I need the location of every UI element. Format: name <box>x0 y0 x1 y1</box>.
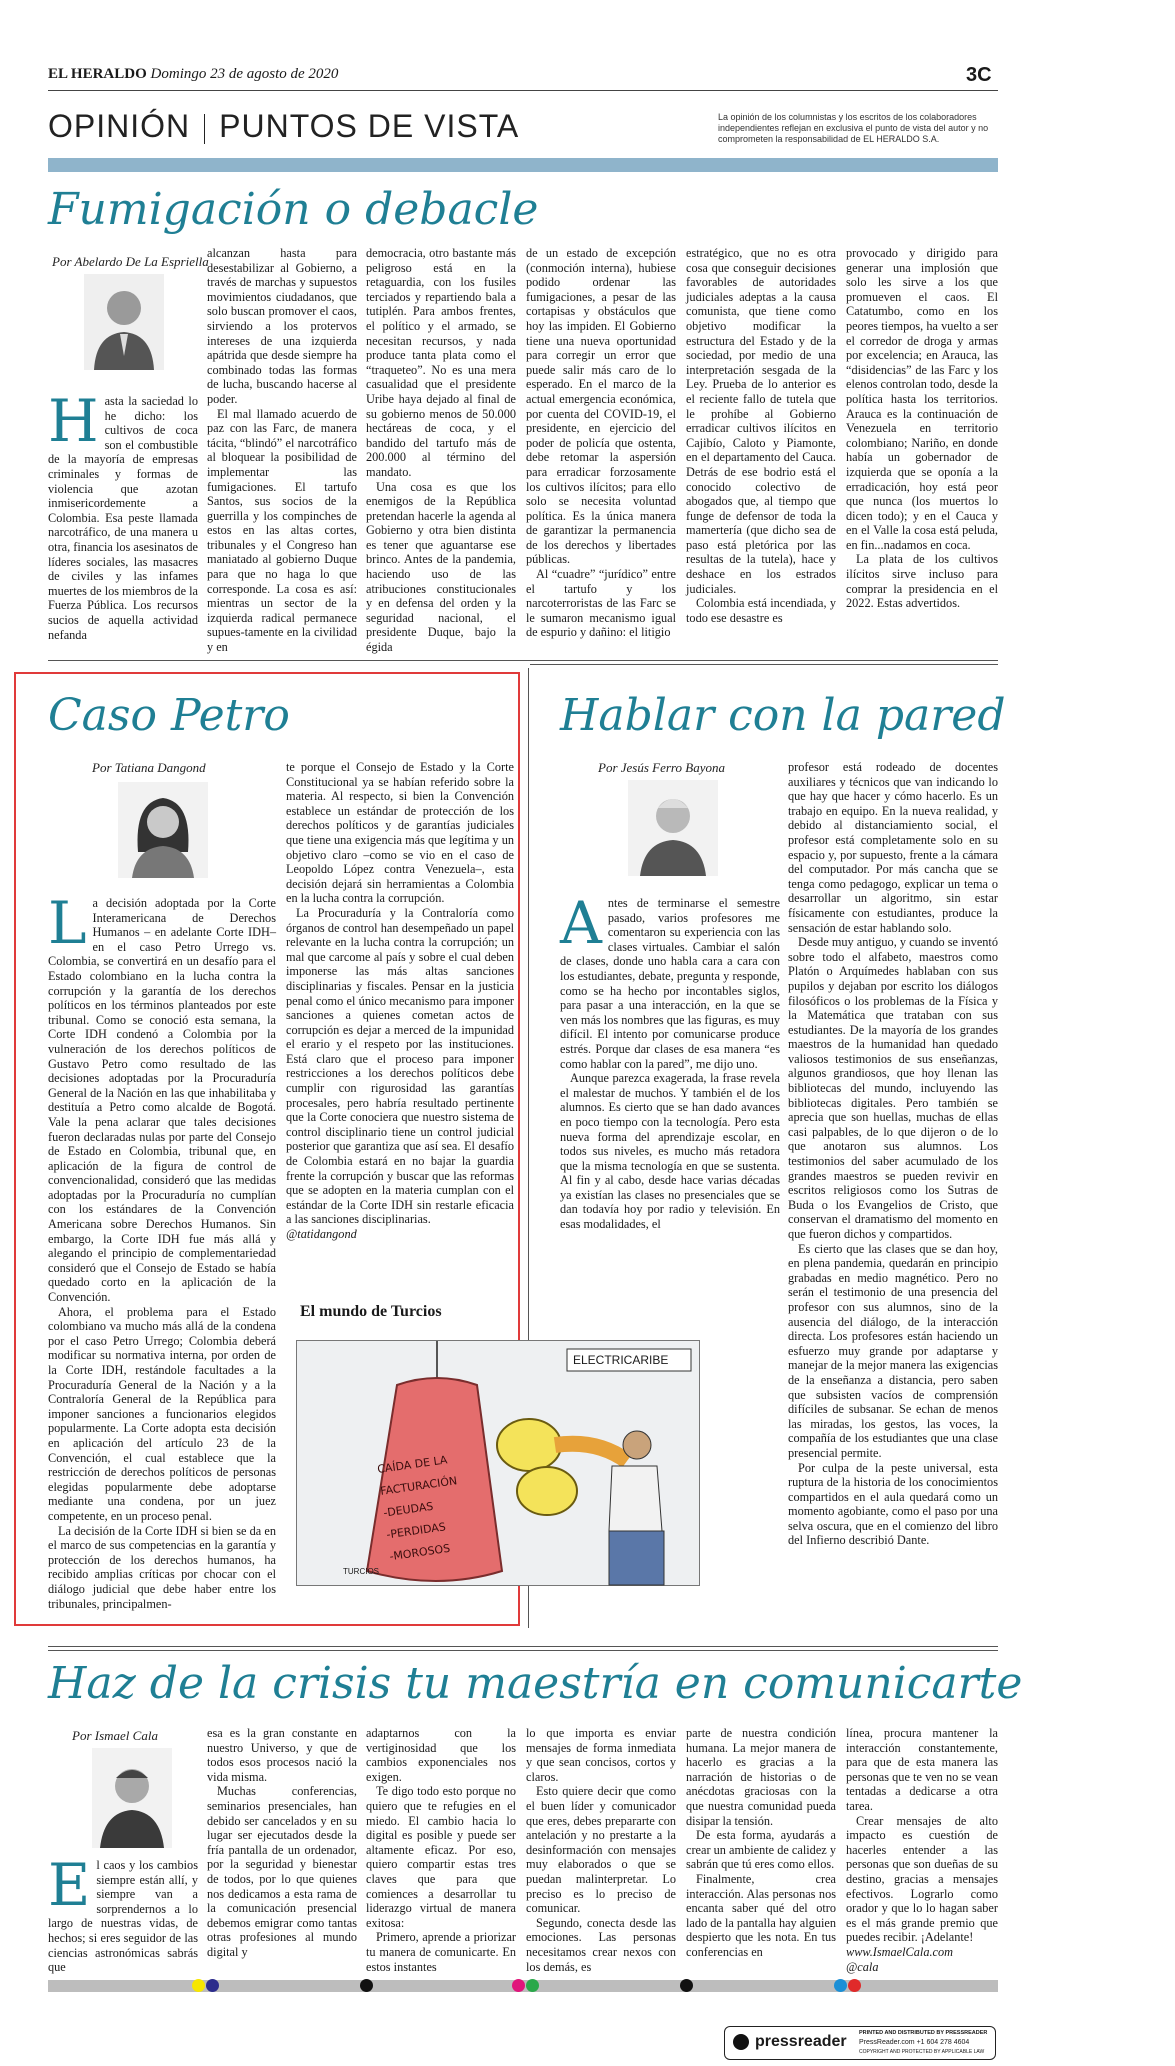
author-photo <box>628 780 718 876</box>
section-divider <box>204 114 205 144</box>
bag-line: FACTURACIÓN <box>379 1474 459 1498</box>
paragraph: línea, procura mantener la interacción constantemente, para que de esta manera las personas que te ven no se vean tentadas a dedicarse a otra tarea. <box>846 1726 998 1813</box>
paragraph: Aunque parezca exagerada, la frase revela el malestar de muchos. Y también el de los alumnos. Es cierto que se han dado avances en poco tiempo con la tecnología. Pero esta nueva forma del aprendizaje escolar, en todos sus niveles, es mucho más retadora que la misma tecnología en que se sustenta. Al fin y al cabo, desde hace varias décadas ya existían las clases no presenciales que se dan todavía hoy por radio y televisión. En esas modalidades, el <box>560 1071 780 1232</box>
article-column <box>366 1726 516 1976</box>
cartoonist-signature: TURCIOS <box>343 1567 379 1576</box>
paragraph: parte de nuestra condición humana. La mejor manera de hacerlo es gracias a la narración de historias o de anécdotas graciosas con la que nuestra comunidad pueda disipar la tensión. <box>686 1726 836 1828</box>
article-title: Haz de la crisis tu maestría en comunicarte <box>48 1658 1023 1709</box>
bag-line: -MOROSOS <box>388 1541 451 1564</box>
bag-line: -PERDIDAS <box>385 1520 447 1542</box>
paragraph: de un estado de excepción (conmoción interna), hubiese podido ordenar las fumigaciones, a pesar de las cortapisas y obstáculos que hoy las impiden. El Gobierno tiene una nueva oportunidad para corregir un error que puede salir más caro de lo esperado. En el marco de la actual emergencia económica, por cuenta del COVID-19, el presidente, en ejercicio del poder de policía que ostenta, debe retomar la aspersión para erradicar forzosamente los cultivos ilícitos; para ello solo se necesita voluntad política. Es la única manera de garantizar la permanencia de los derechos y libertades públicas. <box>526 246 676 567</box>
bag-line: -DEUDAS <box>382 1499 435 1520</box>
paragraph: provocado y dirigido para generar una implosión que solo les sirve a los que promueven el caos. El Catatumbo, como en los peores tiempos, ha vuelto a ser el corredor de droga y armas por excelencia; en Arauca, las “disidencias” de las Farc y los elenos controlan todo, desde la política hasta los territorios. Arauca es la continuación de Venezuela en territorio colombiano; Nariño, en donde había un gobernador de izquierda que se oponía a la erradicación, hoy está peor que nunca (los muertos lo dicen todo); y en el Cauca y en el Valle la cosa está peluda, en fin...nadamos en coca. <box>846 246 998 552</box>
masthead <box>48 66 338 83</box>
article-column <box>48 1851 198 1976</box>
pressreader-logo-icon <box>733 2034 749 2050</box>
article-column <box>207 1726 357 1976</box>
registration-dot <box>848 1979 861 1992</box>
section-subtitle: PUNTOS DE VISTA <box>219 108 520 144</box>
article-title: Caso Petro <box>48 690 290 741</box>
paragraph: Te digo todo esto porque no quiero que te refugies en el miedo. El cambio hacia lo digital es posible y puede ser altamente eficaz. Por eso, quiero compartir estas tres claves que para que comiences a desarrollar tu liderazgo virtual de manera exitosa: <box>366 1784 516 1930</box>
article-column <box>366 246 516 655</box>
pressreader-line: PRINTED AND DISTRIBUTED BY PRESSREADER <box>859 2030 988 2036</box>
pressreader-logo: pressreader <box>755 2033 847 2050</box>
author-photo <box>92 1748 172 1848</box>
page-number: 3C <box>966 64 992 86</box>
paragraph: adaptarnos con la vertiginosidad que los cambios exponenciales nos exigen. <box>366 1726 516 1784</box>
paragraph: Esto quiere decir que como el buen líder y comunicador que eres, debes prepararte con antelación y no prestarte a la desinformación con mensajes muy elaborados o que se puedan malinterpretar. Lo preciso es lo preciso de comunicar. <box>526 1784 676 1916</box>
registration-dot <box>360 1979 373 1992</box>
editorial-disclaimer: La opinión de los columnistas y los escritos de los colaboradores independientes reflejan en exclusiva el punto de vista del autor y no comprometen la responsabilidad de EL HERALDO S.A. <box>718 112 989 144</box>
article-column <box>560 889 780 1276</box>
cartoon-bag-text <box>376 1444 500 1568</box>
paragraph: Una cosa es que los enemigos de la República pretendan hacerle la agenda al Gobierno y otra bien distinta es tener que aguantarse ese brinco. Antes de la pandemia, haciendo uso de las atribuciones constitucionales y en defensa del orden y la seguridad nacional, el presidente Duque, bajo la égida <box>366 479 516 655</box>
author-byline: Por Jesús Ferro Bayona <box>598 760 725 775</box>
article-column <box>48 387 198 642</box>
cartoon-sign: ELECTRICARIBE <box>573 1353 669 1367</box>
registration-dot <box>512 1979 525 1992</box>
author-byline: Por Ismael Cala <box>72 1728 158 1743</box>
author-photo <box>118 782 208 878</box>
paragraph: a decisión adoptada por la Corte Interamericana de Derechos Humanos – en adelante Corte IDH– en el caso Petro Urrego vs. Colombia, se convertirá en un desafío para el Estado colombiano en la lucha contra la corrupción y la garantía de los derechos políticos en los términos planteados por este tribunal. Como se conoció esta semana, la Corte IDH condenó a Colombia por la vulneración de los derechos políticos de Gustavo Petro como resultado de las decisiones adoptadas por la Procuraduría General de la Nación en las que inhabilitaba y destituía a Petro como alcalde de Bogotá. Vale la pena aclarar que tales decisiones fueron declaradas nulas por parte del Consejo de Estado en Colombia, tribunal que, en aplicación de la figura de control de convencionalidad, consideró que las medidas adoptadas por la Procuraduría no cumplían con los estándares de la Convención Americana sobre Derechos Humanos. Sin embargo, la Corte IDH fue más allá y alegando el principio de complementariedad consideró que el Consejo de Estado se había quedado corto en la aplicación de la Convención. <box>48 896 276 1305</box>
paragraph: Es cierto que las clases que se dan hoy, en plena pandemia, quedarán en principio grabadas en medio magnético. Pero no serán el testimonio de una presencia del profesor con sus alumnos, sino de la ausencia del diálogo, de la interacción directa. Los profesores están haciendo un esfuerzo muy grande por adaptarse y manejar de la mejor manera las exigencias de la enseñanza a distancia, pero saben que subsisten vacíos de comprensión difíciles de subsanar. Se echan de menos las miradas, los gestos, las voces, la compañía de los estudiantes que una clase presencial permite. <box>788 1241 998 1460</box>
paragraph: De esta forma, ayudarás a crear un ambiente de calidez y sabrán que tú eres como ellos. <box>686 1828 836 1872</box>
paragraph: alcanzan hasta para desestabilizar al Gobierno, a través de marchas y supuestos movimientos ciudadanos, que solo buscan promover el caos, sirviendo a los protervos intereses de una izquierda apátrida que desde siempre ha combinado todas las formas de lucha, buscando hacerse al poder. <box>207 246 357 406</box>
pressreader-line: COPYRIGHT AND PROTECTED BY APPLICABLE LAW <box>859 2049 985 2055</box>
author-handle: @cala <box>846 1959 879 1974</box>
article-title: Fumigación o debacle <box>48 184 539 235</box>
article-title: Hablar con la pared <box>560 690 1006 741</box>
drop-cap: L <box>48 889 87 957</box>
article-column <box>686 1726 836 1976</box>
paragraph: Desde muy antiguo, y cuando se inventó sobre todo el alfabeto, maestros como Platón o Arquímedes hablaban con sus pupilos y dejaban por escrito los diálogos filosóficos o los problemas de la Física y la Matemática que trataban con sus estudiantes. De la mayoría de los grandes maestros de la humanidad han quedado valiosos testimonios de sus enseñanzas, algunos grandiosos, que hoy llenan las bibliotecas del mundo, incluyendo las bibliotecas digitales. Pero también se aprecia que son huellas, muchas de ellas casi palpables, de lo que dijeron o de lo que anotaron sus alumnos. Los testimonios del saber acumulado de los grandes maestros se pueden revivir en escritos religiosos como los Sutras de Buda o los Evangelios de Cristo, que conservan el dramatismo del momento en que fueron dichos y compartidos. <box>788 935 998 1241</box>
registration-dot <box>526 1979 539 1992</box>
masthead-rule <box>48 90 998 91</box>
paragraph: Al “cuadre” “jurídico” entre el tartufo y los narcoterroristas de las Farc se le sumaron mecanismo igual de espurio y dañino: el litigio <box>526 567 676 640</box>
paragraph: ntes de terminarse el semestre pasado, varios profesores me comentaron su experiencia con las clases virtuales. Cambiar el salón de clases, donde uno habla cara a cara con los estudiantes, debate, pregunta y responde, como se ha hecho por incontables siglos, para pasar a una interacción, en la que se ven más los nombres que las figuras, es muy difícil. El intento por comunicarse produce estrés. Porque dar clases de esa manera “es como hablar con la pared”, me dijo uno. <box>560 896 780 1071</box>
section-band <box>48 158 998 172</box>
registration-dot <box>834 1979 847 1992</box>
paragraph: Colombia está incendiada, y todo ese desastre es <box>686 596 836 625</box>
paragraph: democracia, otro bastante más peligroso está en la retaguardia, con los fusiles terciados y repartiendo bala a tutiplén. Para ambos frentes, el político y el armado, se necesitan recursos, y nada produce tanta plata como el “traqueteo”. No es una mera casualidad que el presidente Uribe haya dejado al final de su gobierno menos de 50.000 hectáreas de coca, y el bandido del tartufo más de 200.000 al término del mandato. <box>366 246 516 479</box>
article-column <box>686 246 836 639</box>
article-separator <box>48 660 998 661</box>
registration-dot <box>680 1979 693 1992</box>
paragraph: Primero, aprende a priorizar tu manera de comunicarte. En estos instantes <box>366 1930 516 1974</box>
author-photo <box>84 274 164 370</box>
paragraph: asta la saciedad lo he dicho: los cultivos de coca son el combustible de la mayoría de empresas criminales y formas de violencia que azotan inmisericordemente a Colombia. Esa peste llamada narcotráfico, de una manera u otra, financia los asesinatos de líderes sociales, las masacres de civiles y las infames muertes de los miembros de la Fuerza Pública. Los recursos sucios de aquella actividad nefanda <box>48 394 198 642</box>
article-column <box>526 1726 676 1976</box>
paragraph: La plata de los cultivos ilícitos sirve incluso para comprar la presidencia en el 2022. Estas advertidos. <box>846 552 998 611</box>
paragraph: profesor está rodeado de docentes auxiliares y técnicos que van indicando lo que hay que hacer y cómo hacerlo. Es un trabajo en equipo. En la nueva realidad, y debido al distanciamiento social, el profesor está completamente solo en su espacio y, por supuesto, frente a la cámara del computador. Por más cancha que se tenga como pedagogo, explicar un tema o desarrollar un algoritmo, sin estar físicamente con estudiantes, produce la sensación de estar hablando solo. <box>788 760 998 935</box>
paragraph: Crear mensajes de alto impacto es cuestión de hacerles entender a las personas que son dueñas de su destino, gracias a mensajes efectivos. Lograrlo como orador y que lo lo hagan saber es el más grande premio que puedes recibir. ¡Adelante! <box>846 1813 998 1945</box>
paragraph: lo que importa es enviar mensajes de forma inmediata y que sean concisos, cortos y claros. <box>526 1726 676 1784</box>
paragraph: Segundo, conecta desde las emociones. Las personas necesitamos crear nexos con los demás, es <box>526 1915 676 1974</box>
registration-dot <box>206 1979 219 1992</box>
pressreader-badge[interactable] <box>724 2026 996 2060</box>
drop-cap: E <box>48 1851 91 1919</box>
author-byline: Por Abelardo De La Espriella <box>52 254 209 269</box>
article-column <box>788 760 998 1620</box>
author-website: www.IsmaelCala.com <box>846 1944 954 1959</box>
paragraph: l caos y los cambios siempre están allí, y siempre van a sorprendernos a lo largo de nuestras vidas, de hechos; si eres seguidor de las ciencias astronómicas sabrás que <box>48 1858 198 1975</box>
drop-cap: A <box>560 889 602 957</box>
paragraph: La decisión de la Corte IDH si bien se da en el marco de sus competencias en la garantía y protección de los derechos humanos, ha recibido amplias críticas por chocar con el diálogo judicial que debe haber entre los tribunales, principalmen- <box>48 1523 276 1611</box>
article-column <box>286 760 514 1270</box>
article-column <box>846 246 998 639</box>
paragraph: Por culpa de la peste universal, esta ruptura de la historia de los conocimientos compartidos en el aula quedará como un momento agobiante, como el paso por una selva oscura, que en el comienzo del libro del Infierno describió Dante. <box>788 1460 998 1548</box>
section-name: OPINIÓN <box>48 108 191 144</box>
drop-cap: H <box>48 387 99 455</box>
paragraph: Muchas conferencias, seminarios presenciales, han debido ser cancelados y en su lugar ser ejecutados desde la fría pantalla de un ordenador, por la seguridad y bienestar de todos, por lo que quienes nos dedicamos a esta rama de la comunicación presencial debemos emigrar como tantas otras profesiones al mundo digital y <box>207 1784 357 1959</box>
cartoon-title: El mundo de Turcios <box>300 1303 442 1320</box>
paragraph: estratégico, que no es otra cosa que conseguir decisiones favorables de autoridades judiciales adeptas a la causa comunista, que tiene como objetivo modificar la estructura del Estado y de la sociedad, por medio de una interpretación sesgada de la Ley. Prueba de lo anterior es el reciente fallo de tutela que le prohíbe al Gobierno erradicar cultivos ilícitos en Cajibío, Caloto y Piamonte, en el departamento del Cauca. Detrás de ese bodrio está el conocido colectivo de abogados que, al tiempo que funge de defensor de toda la mamertería (que dicho sea de paso está pletórica por las resultas de la tutela), hace y deshace en los estrados judiciales. <box>686 246 836 596</box>
article-column <box>846 1726 998 1976</box>
article-column <box>207 246 357 655</box>
article-column <box>526 246 676 639</box>
section-title <box>48 108 519 145</box>
article-separator <box>48 1650 998 1651</box>
paragraph: esa es la gran constante en nuestro Universo, y que de todos esos procesos nació la vida misma. <box>207 1726 357 1784</box>
author-handle: @tatidangond <box>286 1227 357 1241</box>
bag-line: CAÍDA DE LA <box>376 1453 449 1477</box>
article-separator <box>48 1646 998 1647</box>
author-byline: Por Tatiana Dangond <box>92 760 206 775</box>
pressreader-line: PressReader.com +1 604 278 4604 <box>859 2039 970 2046</box>
article-column <box>48 889 276 1618</box>
registration-dot <box>192 1979 205 1992</box>
newspaper-name: EL HERALDO <box>48 66 147 82</box>
paragraph: Finalmente, crea interacción. Alas personas nos encanta saber qué del otro lado de la pantalla hay alguien despierto que les nota. En tus conferencias en <box>686 1871 836 1959</box>
paragraph: Ahora, el problema para el Estado colombiano va mucho más allá de la condena por el caso Petro Urrego; Colombia deberá modificar su normativa interna, por orden de la Corte IDH, restándole facultades a la Procuraduría General de la Nación y a la Contraloría General de la República para imponer sanciones a funcionarios elegidos popularmente. La Corte adopta esta decisión en aplicación del artículo 23 de la Convención, el cual establece que la restricción de derechos políticos de personas elegidas popularmente debe adoptarse mediante una condena, por un juez competente, en un proceso penal. <box>48 1304 276 1523</box>
issue-date: Domingo 23 de agosto de 2020 <box>150 66 339 82</box>
paragraph: El mal llamado acuerdo de paz con las Farc, de manera tácita, “blindó” el narcotráfico al bloquear la posibilidad de implementar las fumigaciones. El tartufo Santos, sus socios de la guerrilla y los compinches de estos en las altas cortes, tribunales y el Congreso han maniatado al gobierno Duque para que no haga lo que corresponde. La cosa es así: mientras un sector de la izquierda radical permanece supues-tamente en la civilidad y en <box>207 406 357 655</box>
editorial-cartoon <box>296 1340 700 1586</box>
paragraph: te porque el Consejo de Estado y la Corte Constitucional ya se habían referido sobre la materia. Al respecto, si bien la Convención establece un estándar de protección de los derechos políticos y de garantías judiciales que tiene una exigencia más que legítima y un objetivo claro –como se vio en el caso de Leopoldo López contra Venezuela–, esta decisión dejará sin herramientas a Colombia en la lucha contra la corrupción. <box>286 760 514 906</box>
article-separator <box>530 664 998 665</box>
paragraph: La Procuraduría y la Contraloría como órganos de control han desempeñado un papel relevante en la lucha contra la corrupción; un mal que carcome al país y sobre el cual deben imponerse las más altas sanciones disciplinarias y fiscales. Pensar en la justicia penal como el único mecanismo para imponer sanciones a quienes cometan actos de corrupción es dejar a merced de la impunidad el erario y el respeto por las instituciones. Está claro que el proceso para imponer restricciones a los derechos políticos debe cumplir con rigurosidad las garantías procesales, pero habría resultado pertinente que la Corte conociera que nuestro sistema de control disciplinario tiene un control judicial posterior que garantiza que así sea. El desafío de Colombia estará en no bajar la guardia frente la corrupción y buscar que las reformas que se adopten en la materia cumplan con el estándar de la Corte IDH sin restarle eficacia a las sanciones disciplinarias. <box>286 905 514 1227</box>
